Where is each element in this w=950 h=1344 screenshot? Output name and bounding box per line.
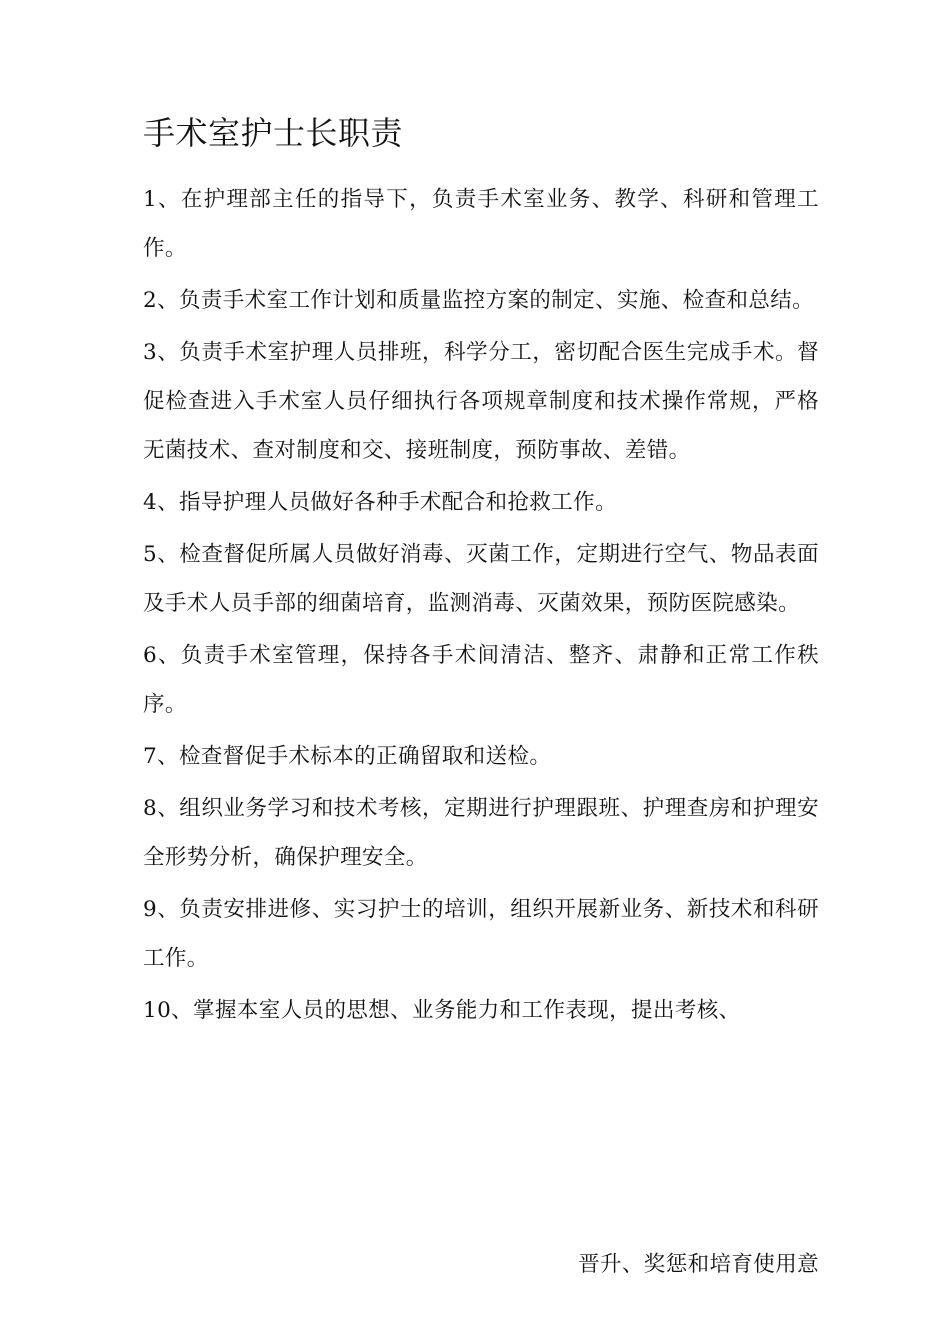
duty-item-3: 3、负责手术室护理人员排班，科学分工，密切配合医生完成手术。督促检查进入手术室人员仔细执行各项规章制度和技术操作常规，严格无菌技术、查对制度和交、接班制度，预防事故、差错。 xyxy=(143,340,819,463)
duty-item-7: 7、检查督促手术标本的正确留取和送检。 xyxy=(143,744,552,769)
duty-list xyxy=(143,175,819,1038)
duty-item-4: 4、指导护理人员做好各种手术配合和抢救工作。 xyxy=(143,490,617,515)
duty-item-1: 1、在护理部主任的指导下，负责手术室业务、教学、科研和管理工作。 xyxy=(143,187,819,261)
duty-item-6: 6、负责手术室管理，保持各手术间清洁、整齐、肃静和正常工作秩序。 xyxy=(143,643,819,717)
continued-text: 晋升、奖惩和培育使用意 xyxy=(578,1252,819,1277)
duty-item-5: 5、检查督促所属人员做好消毒、灭菌工作，定期进行空气、物品表面及手术人员手部的细菌培育，监测消毒、灭菌效果，预防医院感染。 xyxy=(143,542,819,616)
duty-item-8: 8、组织业务学习和技术考核，定期进行护理跟班、护理查房和护理安全形势分析，确保护理安全。 xyxy=(143,796,819,870)
duty-item-2: 2、负责手术室工作计划和质量监控方案的制定、实施、检查和总结。 xyxy=(143,288,815,313)
document-title: 手术室护士长职责 xyxy=(143,114,404,152)
duty-item-9: 9、负责安排进修、实习护士的培训，组织开展新业务、新技术和科研工作。 xyxy=(143,897,819,971)
duty-item-10: 10、掌握本室人员的思想、业务能力和工作表现，提出考核、 xyxy=(143,998,741,1023)
